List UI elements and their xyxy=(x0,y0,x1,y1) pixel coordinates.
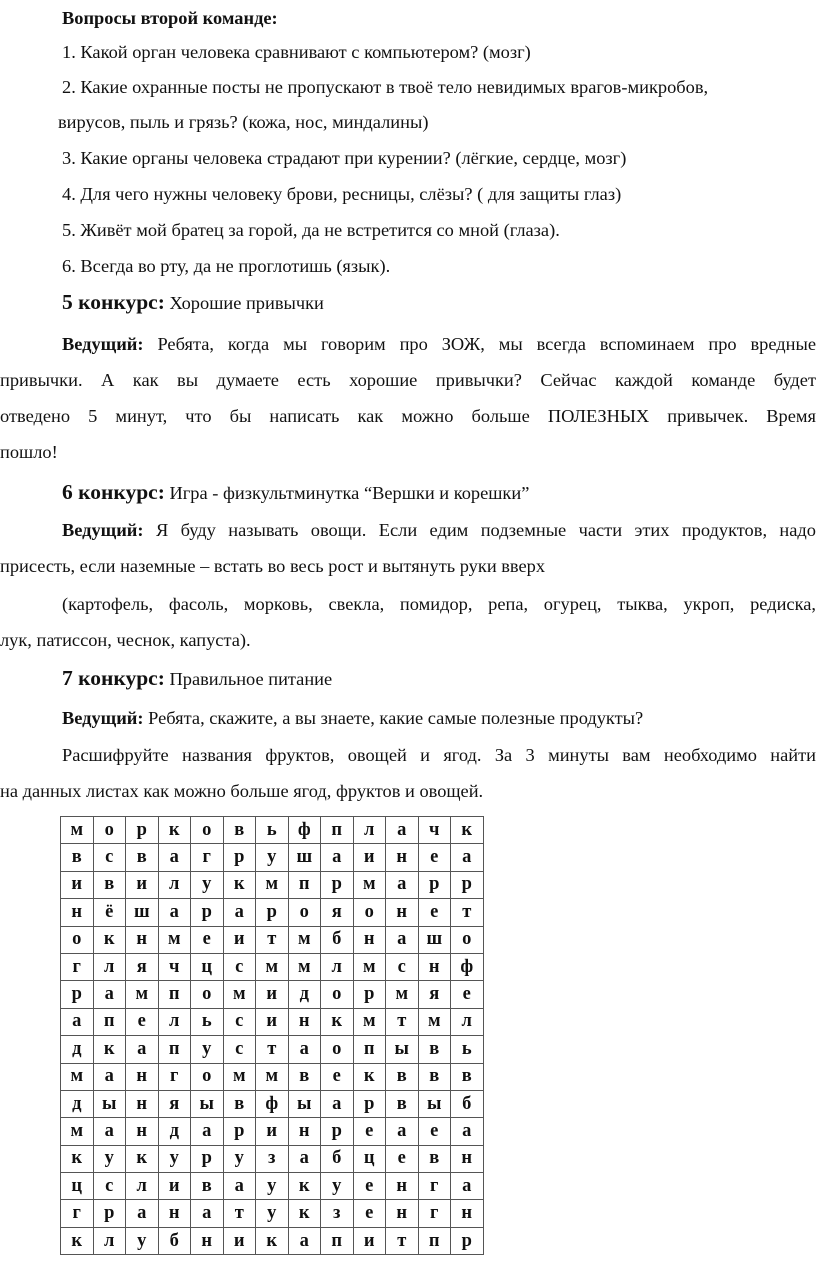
grid-cell: м xyxy=(256,953,289,980)
grid-row xyxy=(61,1036,484,1063)
grid-cell: к xyxy=(223,871,256,898)
grid-cell: р xyxy=(191,899,224,926)
grid-cell: з xyxy=(321,1200,354,1227)
grid-row xyxy=(61,871,484,898)
grid-cell: м xyxy=(386,981,419,1008)
grid-cell: р xyxy=(223,844,256,871)
grid-cell: п xyxy=(158,1036,191,1063)
grid-cell: л xyxy=(126,1173,159,1200)
grid-cell: т xyxy=(223,1200,256,1227)
grid-cell: л xyxy=(353,817,386,844)
grid-cell: в xyxy=(288,1063,321,1090)
grid-cell: р xyxy=(418,871,451,898)
grid-row xyxy=(61,953,484,980)
grid-cell: у xyxy=(321,1173,354,1200)
question-2: 2. Какие охранные посты не пропускают в твоё тело невидимых врагов-микробов, xyxy=(62,77,709,97)
grid-cell: в xyxy=(418,1036,451,1063)
grid-cell: я xyxy=(158,1090,191,1117)
grid-cell: н xyxy=(386,899,419,926)
grid-cell: г xyxy=(418,1200,451,1227)
grid-cell: а xyxy=(321,844,354,871)
grid-cell: к xyxy=(321,1008,354,1035)
grid-cell: п xyxy=(93,1008,126,1035)
contest-5-line-1: Ребята, когда мы говорим про ЗОЖ, мы всегда вспоминаем про вредные xyxy=(157,334,816,354)
grid-row xyxy=(61,817,484,844)
contest-5-name: Хорошие привычки xyxy=(169,293,324,313)
grid-cell: к xyxy=(93,926,126,953)
contest-6-text-3: (картофель, фасоль, морковь, свекла, помидор, репа, огурец, тыква, укроп, редиска, xyxy=(62,594,816,614)
grid-cell: м xyxy=(353,1008,386,1035)
host-label: Ведущий: xyxy=(62,520,144,540)
grid-cell: о xyxy=(321,1036,354,1063)
grid-cell: ш xyxy=(418,926,451,953)
grid-cell: т xyxy=(386,1227,419,1254)
grid-cell: к xyxy=(93,1036,126,1063)
contest-5-text-4: пошло! xyxy=(0,442,58,462)
grid-cell: а xyxy=(223,899,256,926)
grid-cell: р xyxy=(61,981,94,1008)
grid-cell: л xyxy=(321,953,354,980)
grid-cell: т xyxy=(256,1036,289,1063)
grid-cell: е xyxy=(353,1118,386,1145)
grid-cell: е xyxy=(386,1145,419,1172)
grid-cell: н xyxy=(451,1200,484,1227)
grid-cell: р xyxy=(256,899,289,926)
grid-cell: г xyxy=(191,844,224,871)
question-2-continued: вирусов, пыль и грязь? (кожа, нос, миндалины) xyxy=(58,112,429,132)
contest-6-text-1 xyxy=(62,518,816,542)
grid-cell: у xyxy=(93,1145,126,1172)
grid-cell: р xyxy=(353,1090,386,1117)
host-label: Ведущий: xyxy=(62,708,144,728)
grid-cell: м xyxy=(61,817,94,844)
contest-5-text-3: отведено 5 минут, что бы написать как можно больше ПОЛЕЗНЫХ привычек. Время xyxy=(0,406,816,426)
grid-cell: е xyxy=(126,1008,159,1035)
grid-cell: о xyxy=(191,817,224,844)
grid-cell: а xyxy=(191,1118,224,1145)
grid-cell: а xyxy=(93,1063,126,1090)
grid-cell: в xyxy=(418,1063,451,1090)
grid-cell: у xyxy=(223,1145,256,1172)
grid-cell: ы xyxy=(191,1090,224,1117)
grid-row xyxy=(61,1008,484,1035)
grid-cell: г xyxy=(61,1200,94,1227)
grid-cell: у xyxy=(191,1036,224,1063)
grid-cell: з xyxy=(256,1145,289,1172)
grid-cell: р xyxy=(223,1118,256,1145)
grid-cell: л xyxy=(93,1227,126,1254)
grid-cell: г xyxy=(61,953,94,980)
grid-cell: л xyxy=(158,1008,191,1035)
grid-cell: о xyxy=(191,981,224,1008)
grid-row xyxy=(61,981,484,1008)
contest-7-text-3: на данных листах как можно больше ягод, фруктов и овощей. xyxy=(0,781,484,801)
grid-row xyxy=(61,1063,484,1090)
grid-cell: н xyxy=(288,1008,321,1035)
contest-6-text-2: присесть, если наземные – встать во весь рост и вытянуть руки вверх xyxy=(0,556,546,576)
grid-cell: и xyxy=(158,1173,191,1200)
grid-cell: м xyxy=(256,871,289,898)
grid-cell: в xyxy=(126,844,159,871)
grid-cell: у xyxy=(158,1145,191,1172)
grid-cell: п xyxy=(321,1227,354,1254)
grid-cell: п xyxy=(158,981,191,1008)
grid-cell: а xyxy=(191,1200,224,1227)
grid-cell: д xyxy=(61,1090,94,1117)
grid-cell: ц xyxy=(353,1145,386,1172)
grid-cell: и xyxy=(223,926,256,953)
grid-cell: в xyxy=(386,1063,419,1090)
contest-7-label: 7 конкурс: xyxy=(62,666,165,690)
grid-cell: м xyxy=(158,926,191,953)
contest-6-text-4: лук, патиссон, чеснок, капуста). xyxy=(0,630,251,650)
grid-cell: к xyxy=(158,817,191,844)
grid-cell: а xyxy=(61,1008,94,1035)
grid-cell: г xyxy=(158,1063,191,1090)
grid-cell: е xyxy=(353,1173,386,1200)
grid-cell: б xyxy=(321,1145,354,1172)
grid-row xyxy=(61,1227,484,1254)
grid-cell: с xyxy=(223,953,256,980)
host-label: Ведущий: xyxy=(62,334,144,354)
grid-cell: с xyxy=(93,844,126,871)
grid-row xyxy=(61,1090,484,1117)
contest-7-line-1: Ребята, скажите, а вы знаете, какие самые полезные продукты? xyxy=(148,708,644,728)
grid-cell: к xyxy=(126,1145,159,1172)
grid-cell: ь xyxy=(451,1036,484,1063)
grid-cell: н xyxy=(126,1063,159,1090)
grid-cell: и xyxy=(353,844,386,871)
grid-cell: д xyxy=(61,1036,94,1063)
contest-6-name: Игра - физкультминутка “Вершки и корешки” xyxy=(169,483,530,503)
grid-row xyxy=(61,1200,484,1227)
grid-cell: с xyxy=(223,1008,256,1035)
grid-cell: м xyxy=(256,1063,289,1090)
grid-cell: а xyxy=(386,926,419,953)
grid-cell: в xyxy=(93,871,126,898)
grid-cell: о xyxy=(93,817,126,844)
grid-cell: н xyxy=(451,1145,484,1172)
grid-cell: е xyxy=(418,1118,451,1145)
grid-cell: а xyxy=(386,817,419,844)
grid-cell: и xyxy=(61,871,94,898)
grid-row xyxy=(61,844,484,871)
grid-cell: к xyxy=(256,1227,289,1254)
grid-cell: р xyxy=(451,871,484,898)
grid-cell: и xyxy=(126,871,159,898)
grid-cell: ы xyxy=(288,1090,321,1117)
contest-6-line-1: Я буду называть овощи. Если едим подземные части этих продуктов, надо xyxy=(155,520,816,540)
grid-cell: о xyxy=(451,926,484,953)
grid-cell: а xyxy=(93,1118,126,1145)
grid-cell: н xyxy=(353,926,386,953)
grid-cell: л xyxy=(451,1008,484,1035)
grid-cell: ш xyxy=(288,844,321,871)
grid-cell: к xyxy=(288,1173,321,1200)
grid-cell: б xyxy=(451,1090,484,1117)
grid-cell: о xyxy=(321,981,354,1008)
grid-cell: а xyxy=(288,1145,321,1172)
grid-cell: о xyxy=(191,1063,224,1090)
grid-cell: а xyxy=(126,1200,159,1227)
grid-cell: а xyxy=(451,844,484,871)
contest-6-label: 6 конкурс: xyxy=(62,480,165,504)
grid-cell: и xyxy=(256,981,289,1008)
grid-cell: п xyxy=(353,1036,386,1063)
grid-cell: м xyxy=(61,1118,94,1145)
grid-cell: ф xyxy=(451,953,484,980)
contest-5-label: 5 конкурс: xyxy=(62,290,165,314)
grid-cell: м xyxy=(418,1008,451,1035)
grid-cell: а xyxy=(451,1118,484,1145)
grid-cell: г xyxy=(418,1173,451,1200)
grid-cell: ё xyxy=(93,899,126,926)
grid-cell: и xyxy=(223,1227,256,1254)
grid-cell: в xyxy=(386,1090,419,1117)
grid-cell: а xyxy=(158,844,191,871)
grid-cell: в xyxy=(451,1063,484,1090)
grid-cell: с xyxy=(223,1036,256,1063)
grid-cell: л xyxy=(93,953,126,980)
question-6: 6. Всегда во рту, да не проглотишь (язык). xyxy=(62,256,391,276)
grid-cell: у xyxy=(256,844,289,871)
grid-cell: м xyxy=(288,926,321,953)
grid-row xyxy=(61,899,484,926)
grid-cell: в xyxy=(191,1173,224,1200)
question-4: 4. Для чего нужны человеку брови, ресницы, слёзы? ( для защиты глаз) xyxy=(62,184,622,204)
grid-cell: у xyxy=(256,1200,289,1227)
grid-cell: а xyxy=(288,1036,321,1063)
grid-cell: а xyxy=(126,1036,159,1063)
grid-cell: м xyxy=(288,953,321,980)
grid-cell: о xyxy=(61,926,94,953)
grid-cell: п xyxy=(288,871,321,898)
contest-7-heading xyxy=(62,666,816,691)
grid-cell: ф xyxy=(256,1090,289,1117)
grid-cell: н xyxy=(386,1173,419,1200)
grid-cell: а xyxy=(288,1227,321,1254)
contest-5-text-1 xyxy=(62,332,816,356)
contest-5-heading xyxy=(62,290,816,315)
word-search-grid xyxy=(60,816,484,1255)
grid-cell: а xyxy=(321,1090,354,1117)
grid-cell: в xyxy=(418,1145,451,1172)
grid-cell: я xyxy=(126,953,159,980)
grid-cell: к xyxy=(61,1227,94,1254)
grid-cell: т xyxy=(386,1008,419,1035)
grid-cell: у xyxy=(256,1173,289,1200)
grid-cell: а xyxy=(158,899,191,926)
grid-cell: в xyxy=(223,817,256,844)
contest-7-text-1 xyxy=(62,706,816,730)
grid-cell: е xyxy=(191,926,224,953)
grid-cell: н xyxy=(126,926,159,953)
grid-cell: н xyxy=(158,1200,191,1227)
grid-cell: и xyxy=(353,1227,386,1254)
grid-cell: у xyxy=(126,1227,159,1254)
grid-row xyxy=(61,1173,484,1200)
grid-cell: п xyxy=(418,1227,451,1254)
grid-cell: м xyxy=(126,981,159,1008)
grid-cell: с xyxy=(386,953,419,980)
grid-cell: а xyxy=(223,1173,256,1200)
grid-cell: н xyxy=(191,1227,224,1254)
grid-cell: о xyxy=(353,899,386,926)
grid-cell: е xyxy=(321,1063,354,1090)
grid-cell: л xyxy=(158,871,191,898)
grid-cell: к xyxy=(451,817,484,844)
grid-cell: р xyxy=(93,1200,126,1227)
grid-cell: т xyxy=(256,926,289,953)
grid-cell: и xyxy=(256,1008,289,1035)
grid-cell: р xyxy=(321,1118,354,1145)
contest-5-text-2: привычки. А как вы думаете есть хорошие привычки? Сейчас каждой команде будет xyxy=(0,370,816,390)
grid-cell: ь xyxy=(191,1008,224,1035)
contest-7-name: Правильное питание xyxy=(169,669,333,689)
grid-cell: д xyxy=(288,981,321,1008)
grid-cell: н xyxy=(418,953,451,980)
contest-7-text-2: Расшифруйте названия фруктов, овощей и ягод. За 3 минуты вам необходимо найти xyxy=(62,745,816,765)
question-5: 5. Живёт мой братец за горой, да не встретится со мной (глаза). xyxy=(62,220,560,240)
grid-cell: м xyxy=(353,871,386,898)
grid-cell: р xyxy=(321,871,354,898)
grid-cell: а xyxy=(386,871,419,898)
grid-cell: я xyxy=(418,981,451,1008)
grid-cell: а xyxy=(386,1118,419,1145)
grid-cell: ы xyxy=(93,1090,126,1117)
grid-cell: ц xyxy=(191,953,224,980)
grid-cell: к xyxy=(353,1063,386,1090)
grid-cell: м xyxy=(223,1063,256,1090)
grid-cell: р xyxy=(126,817,159,844)
grid-row xyxy=(61,1118,484,1145)
grid-cell: ц xyxy=(61,1173,94,1200)
grid-cell: в xyxy=(61,844,94,871)
grid-cell: к xyxy=(61,1145,94,1172)
grid-cell: д xyxy=(158,1118,191,1145)
grid-cell: н xyxy=(288,1118,321,1145)
grid-cell: ч xyxy=(418,817,451,844)
grid-cell: ф xyxy=(288,817,321,844)
section-title: Вопросы второй команде: xyxy=(62,8,278,28)
grid-cell: р xyxy=(451,1227,484,1254)
grid-cell: а xyxy=(93,981,126,1008)
grid-cell: ы xyxy=(418,1090,451,1117)
question-3: 3. Какие органы человека страдают при курении? (лёгкие, сердце, мозг) xyxy=(62,148,627,168)
grid-cell: м xyxy=(61,1063,94,1090)
grid-cell: м xyxy=(353,953,386,980)
contest-6-heading xyxy=(62,480,816,505)
grid-cell: ь xyxy=(256,817,289,844)
grid-cell: б xyxy=(321,926,354,953)
grid-cell: е xyxy=(418,899,451,926)
question-1: 1. Какой орган человека сравнивают с компьютером? (мозг) xyxy=(62,42,531,62)
grid-cell: ш xyxy=(126,899,159,926)
grid-cell: б xyxy=(158,1227,191,1254)
grid-row xyxy=(61,1145,484,1172)
grid-cell: т xyxy=(451,899,484,926)
grid-cell: ч xyxy=(158,953,191,980)
grid-cell: о xyxy=(288,899,321,926)
grid-cell: и xyxy=(256,1118,289,1145)
grid-cell: у xyxy=(191,871,224,898)
grid-cell: м xyxy=(223,981,256,1008)
grid-cell: п xyxy=(321,817,354,844)
grid-row xyxy=(61,926,484,953)
grid-cell: с xyxy=(93,1173,126,1200)
grid-cell: н xyxy=(386,1200,419,1227)
grid-cell: р xyxy=(191,1145,224,1172)
grid-cell: е xyxy=(353,1200,386,1227)
grid-cell: я xyxy=(321,899,354,926)
grid-cell: ы xyxy=(386,1036,419,1063)
grid-cell: н xyxy=(386,844,419,871)
grid-cell: н xyxy=(126,1118,159,1145)
grid-cell: н xyxy=(61,899,94,926)
grid-cell: р xyxy=(353,981,386,1008)
grid-cell: н xyxy=(126,1090,159,1117)
grid-cell: в xyxy=(223,1090,256,1117)
grid-cell: к xyxy=(288,1200,321,1227)
grid-cell: е xyxy=(418,844,451,871)
grid-cell: а xyxy=(451,1173,484,1200)
grid-cell: е xyxy=(451,981,484,1008)
